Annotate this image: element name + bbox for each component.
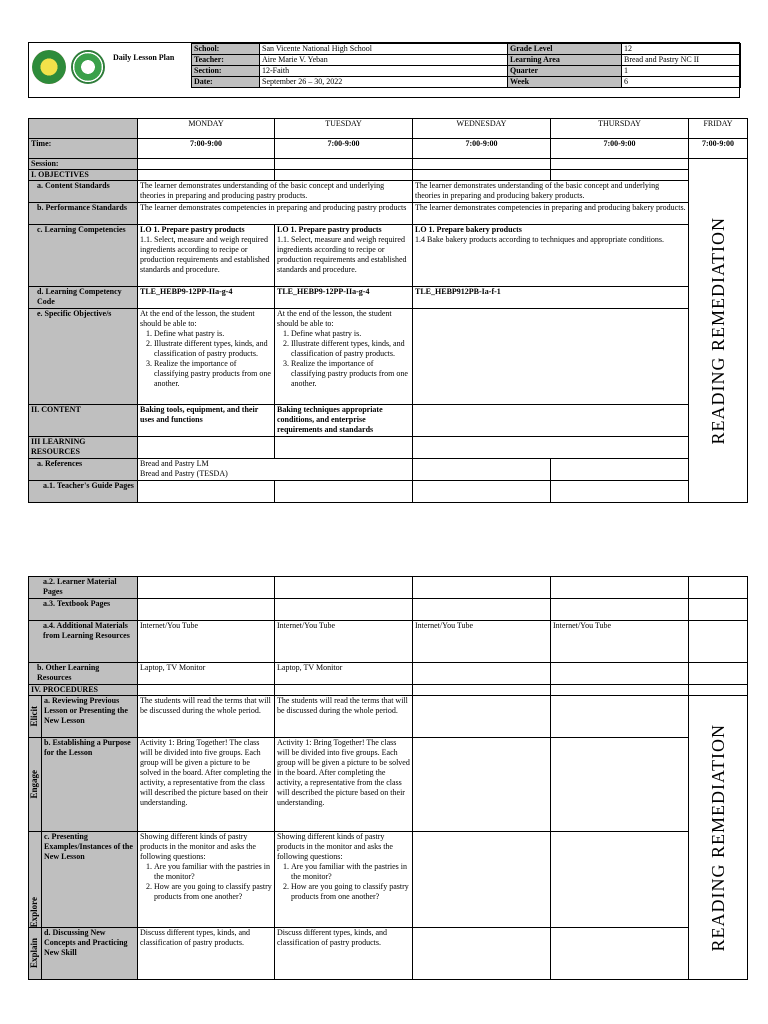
- present-intro-mon: Showing different kinds of pastry products in the monitor and asks the following questions:: [140, 832, 256, 861]
- obj-item: 2. Illustrate different types, kinds, and classification of pastry products.: [154, 339, 272, 359]
- proc-thu: [551, 685, 689, 696]
- ps-mon-tue: The learner demonstrates competencies in preparing and producing pastry products: [138, 203, 413, 225]
- phase-elicit: Elicit: [29, 706, 39, 727]
- discuss-mon: Discuss different types, kinds, and classification of pastry products.: [138, 928, 275, 980]
- lr-tue: [275, 437, 413, 459]
- teacher-label: Teacher:: [192, 55, 260, 66]
- day-friday: FRIDAY: [689, 119, 748, 139]
- add-mat-mon: Internet/You Tube: [138, 621, 275, 663]
- textbook-label: a.3. Textbook Pages: [29, 599, 138, 621]
- tg-thu: [551, 481, 689, 503]
- review-mon: The students will read the terms that will be discussed during the whole period.: [138, 696, 275, 738]
- remediation-text-2: READING REMEDIATION: [708, 723, 728, 952]
- content-mon: Baking tools, equipment, and their uses and functions: [138, 405, 275, 437]
- time-tue: 7:00-9:00: [275, 139, 413, 159]
- phase-elicit-cell: [29, 696, 42, 738]
- obj-tue: [275, 170, 413, 181]
- proc-fri: [689, 685, 748, 696]
- other-res-thu: [551, 663, 689, 685]
- remediation-text-1: READING REMEDIATION: [708, 216, 728, 445]
- add-mat-wed: Internet/You Tube: [413, 621, 551, 663]
- session-wed: [413, 159, 551, 170]
- header-table: [191, 43, 741, 88]
- session-mon: [138, 159, 275, 170]
- time-fri: 7:00-9:00: [689, 139, 748, 159]
- lesson-table-2: [28, 576, 748, 980]
- specific-objectives-label: e. Specific Objective/s: [29, 309, 138, 405]
- content-standards-label: a. Content Standards: [29, 181, 138, 203]
- ps-wed-thu: The learner demonstrates competencies in preparing and producing bakery products.: [413, 203, 689, 225]
- activity-thu: [551, 738, 689, 832]
- plan-title: Daily Lesson Plan: [113, 53, 175, 62]
- school-value: San Vicente National High School: [260, 44, 508, 55]
- grade-value: 12: [622, 44, 741, 55]
- lc-wed-thu: [413, 225, 689, 287]
- ref-1: Bread and Pastry LM: [140, 459, 209, 468]
- session-tue: [275, 159, 413, 170]
- obj-item: 3. Realize the importance of classifying pastry products from one another.: [291, 359, 410, 389]
- lesson-table-1: [28, 118, 748, 503]
- other-res-mon: Laptop, TV Monitor: [138, 663, 275, 685]
- obj-item: 2. Illustrate different types, kinds, and classification of pastry products.: [291, 339, 410, 359]
- tb-thu: [551, 599, 689, 621]
- time-label: Time:: [29, 139, 138, 159]
- add-mat-tue: Internet/You Tube: [275, 621, 413, 663]
- lm-tue: [275, 577, 413, 599]
- objectives-wed-thu: [413, 309, 689, 405]
- ref-wed: [413, 459, 551, 481]
- remediation-cell-2: [689, 696, 748, 980]
- school-label: School:: [192, 44, 260, 55]
- discuss-thu: [551, 928, 689, 980]
- day-wednesday: WEDNESDAY: [413, 119, 551, 139]
- tb-wed: [413, 599, 551, 621]
- discussing-label: d. Discussing New Concepts and Practicing New Skill: [42, 928, 138, 980]
- obj-list-mon: [140, 329, 272, 389]
- teachers-guide-label: a.1. Teacher's Guide Pages: [29, 481, 138, 503]
- session-thu: [551, 159, 689, 170]
- discuss-wed: [413, 928, 551, 980]
- grade-label: Grade Level: [508, 44, 622, 55]
- cs-mon-tue: The learner demonstrates understanding of the basic concept and underlying theories in preparing and producing pastry products.: [138, 181, 413, 203]
- references-value: [138, 459, 413, 481]
- present-item: 2. How are you going to classify pastry products from one another?: [291, 882, 410, 902]
- ref-2: Bread and Pastry (TESDA): [140, 469, 228, 478]
- other-res-wed: [413, 663, 551, 685]
- code-mon: TLE_HEBP9-12PP-IIa-g-4: [138, 287, 275, 309]
- additional-materials-label: a.4. Additional Materials from Learning Resources: [29, 621, 138, 663]
- date-value: September 26 – 30, 2022: [260, 77, 508, 88]
- references-label: a. References: [29, 459, 138, 481]
- lr-wed-thu: [413, 437, 689, 459]
- objectives-heading: I. OBJECTIVES: [29, 170, 138, 181]
- ref-thu: [551, 459, 689, 481]
- proc-mon: [138, 685, 275, 696]
- day-thursday: THURSDAY: [551, 119, 689, 139]
- time-wed: 7:00-9:00: [413, 139, 551, 159]
- lm-mon: [138, 577, 275, 599]
- learning-resources-heading: III LEARNING RESOURCES: [29, 437, 138, 459]
- quarter-label: Quarter: [508, 66, 622, 77]
- code-wed: TLE_HEBP912PB-Ia-f-1: [413, 287, 689, 309]
- present-wed: [413, 832, 551, 928]
- obj-item: 3. Realize the importance of classifying pastry products from one another.: [154, 359, 272, 389]
- phase-engage: Engage: [29, 770, 39, 799]
- lc-tue-body: 1.1. Select, measure and weigh required ingredients according to recipe or production requirements and established standards and procedure.: [277, 235, 407, 274]
- add-mat-fri: [689, 621, 748, 663]
- obj-intro-mon: At the end of the lesson, the student should be able to:: [140, 309, 255, 328]
- establishing-label: b. Establishing a Purpose for the Lesson: [42, 738, 138, 832]
- code-tue: TLE_HEBP9-12PP-IIa-g-4: [275, 287, 413, 309]
- tg-mon: [138, 481, 275, 503]
- lc-wed-head: LO 1. Prepare bakery products: [415, 225, 522, 234]
- section-value: 12-Faith: [260, 66, 508, 77]
- obj-thu: [551, 170, 689, 181]
- tb-tue: [275, 599, 413, 621]
- lc-tue: [275, 225, 413, 287]
- lr-mon: [138, 437, 275, 459]
- corner-cell: [29, 119, 138, 139]
- other-resources-label: b. Other Learning Resources: [29, 663, 138, 685]
- tg-tue: [275, 481, 413, 503]
- phase-explain-cell: [29, 928, 42, 980]
- learner-material-label: a.2. Learner Material Pages: [29, 577, 138, 599]
- activity-mon: Activity 1: Bring Together! The class will be divided into five groups. Each group will be given a picture to be solved in the board. After completing the activity, a representative from the class will described the picture based on their understanding.: [138, 738, 275, 832]
- present-item: 2. How are you going to classify pastry products from one another?: [154, 882, 272, 902]
- other-res-tue: Laptop, TV Monitor: [275, 663, 413, 685]
- discuss-tue: Discuss different types, kinds, and classification of pastry products.: [275, 928, 413, 980]
- phase-explore: Explore: [29, 896, 39, 927]
- lm-wed: [413, 577, 551, 599]
- obj-wed: [413, 170, 551, 181]
- present-mon: [138, 832, 275, 928]
- review-thu: [551, 696, 689, 738]
- content-heading: II. CONTENT: [29, 405, 138, 437]
- obj-item: 1. Define what pastry is.: [291, 329, 410, 339]
- area-value: Bread and Pastry NC II: [622, 55, 741, 66]
- week-value: 6: [622, 77, 741, 88]
- lm-thu: [551, 577, 689, 599]
- lc-mon-head: LO 1. Prepare pastry products: [140, 225, 245, 234]
- session-label: Session:: [29, 159, 138, 170]
- presenting-label: c. Presenting Examples/Instances of the New Lesson: [42, 832, 138, 928]
- date-label: Date:: [192, 77, 260, 88]
- obj-item: 1. Define what pastry is.: [154, 329, 272, 339]
- review-tue: The students will read the terms that will be discussed during the whole period.: [275, 696, 413, 738]
- tg-wed: [413, 481, 551, 503]
- review-wed: [413, 696, 551, 738]
- objectives-mon: [138, 309, 275, 405]
- day-tuesday: TUESDAY: [275, 119, 413, 139]
- other-res-fri: [689, 663, 748, 685]
- lm-fri: [689, 577, 748, 599]
- present-thu: [551, 832, 689, 928]
- phase-explore-cell: [29, 832, 42, 928]
- competency-code-label: d. Learning Competency Code: [29, 287, 138, 309]
- proc-tue: [275, 685, 413, 696]
- content-tue: Baking techniques appropriate conditions, and enterprise requirements and standards: [275, 405, 413, 437]
- activity-tue: Activity 1: Bring Together! The class will be divided into five groups. Each group will be given a picture to be solved in the board. After completing the activity, a representative from the class will described the picture based on their understanding.: [275, 738, 413, 832]
- present-list-mon: [140, 862, 272, 902]
- present-item: 1. Are you familiar with the pastries in the monitor?: [291, 862, 410, 882]
- performance-standards-label: b. Performance Standards: [29, 203, 138, 225]
- remediation-cell-1: [689, 159, 748, 503]
- present-tue: [275, 832, 413, 928]
- lc-mon: [138, 225, 275, 287]
- quarter-value: 1: [622, 66, 741, 77]
- obj-mon: [138, 170, 275, 181]
- lc-wed-body: 1.4 Bake bakery products according to techniques and appropriate conditions.: [415, 235, 665, 244]
- obj-intro-tue: At the end of the lesson, the student should be able to:: [277, 309, 392, 328]
- present-list-tue: [277, 862, 410, 902]
- time-thu: 7:00-9:00: [551, 139, 689, 159]
- tb-fri: [689, 599, 748, 621]
- school-seal-icon: [32, 50, 66, 84]
- procedures-heading: IV. PROCEDURES: [29, 685, 138, 696]
- phase-engage-cell: [29, 738, 42, 832]
- reviewing-label: a. Reviewing Previous Lesson or Presenting the New Lesson: [42, 696, 138, 738]
- teacher-value: Aire Marie V. Yeban: [260, 55, 508, 66]
- section-label: Section:: [192, 66, 260, 77]
- phase-explain: Explain: [29, 938, 39, 969]
- lc-mon-body: 1.1. Select, measure and weigh required ingredients according to recipe or production requirements and established standards and procedure.: [140, 235, 270, 274]
- deped-seal-icon: [71, 50, 105, 84]
- day-monday: MONDAY: [138, 119, 275, 139]
- activity-wed: [413, 738, 551, 832]
- cs-wed-thu: The learner demonstrates understanding of the basic concept and underlying theories in preparing and producing bakery products.: [413, 181, 689, 203]
- present-intro-tue: Showing different kinds of pastry products in the monitor and asks the following questions:: [277, 832, 393, 861]
- add-mat-thu: Internet/You Tube: [551, 621, 689, 663]
- week-label: Week: [508, 77, 622, 88]
- time-mon: 7:00-9:00: [138, 139, 275, 159]
- content-wed-thu: [413, 405, 689, 437]
- present-item: 1. Are you familiar with the pastries in the monitor?: [154, 862, 272, 882]
- learning-competencies-label: c. Learning Competencies: [29, 225, 138, 287]
- obj-list-tue: [277, 329, 410, 389]
- area-label: Learning Area: [508, 55, 622, 66]
- tb-mon: [138, 599, 275, 621]
- lc-tue-head: LO 1. Prepare pastry products: [277, 225, 382, 234]
- proc-wed: [413, 685, 551, 696]
- objectives-tue: [275, 309, 413, 405]
